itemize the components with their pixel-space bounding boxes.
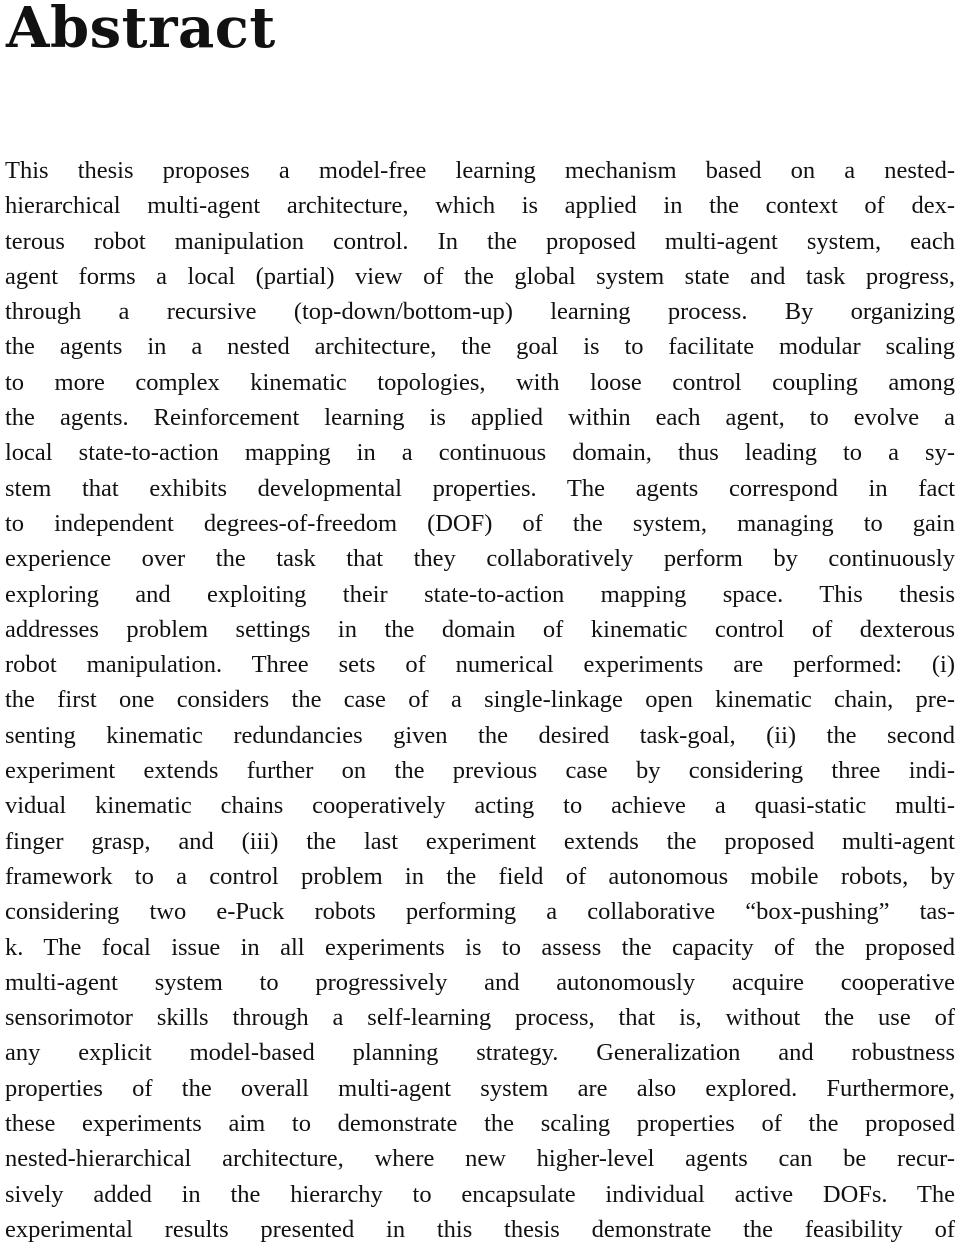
text-line: the agents. Reinforcement learning is applied within each agent, to evolve a bbox=[5, 404, 955, 432]
text-line: experience over the task that they collaboratively perform by continuously bbox=[5, 545, 955, 573]
text-line: exploring and exploiting their state-to-action mapping space. This thesis bbox=[5, 580, 955, 608]
text-line: finger grasp, and (iii) the last experiment extends the proposed multi-agent bbox=[5, 827, 955, 855]
text-line: k. The focal issue in all experiments is to assess the capacity of the proposed bbox=[5, 933, 955, 961]
text-line: senting kinematic redundancies given the desired task-goal, (ii) the second bbox=[5, 721, 955, 749]
text-line: experiment extends further on the previous case by considering three indi- bbox=[5, 757, 955, 785]
text-line: the first one considers the case of a single-linkage open kinematic chain, pre- bbox=[5, 686, 955, 714]
abstract-paragraph bbox=[5, 153, 955, 1247]
text-line: agent forms a local (partial) view of the global system state and task progress, bbox=[5, 262, 955, 290]
text-line: This thesis proposes a model-free learning mechanism based on a nested- bbox=[5, 157, 955, 184]
text-line: hierarchical multi-agent architecture, which is applied in the context of dex- bbox=[5, 192, 955, 220]
text-line: through a recursive (top-down/bottom-up) learning process. By organizing bbox=[5, 298, 955, 326]
text-line: any explicit model-based planning strategy. Generalization and robustness bbox=[5, 1039, 955, 1067]
text-line: to independent degrees-of-freedom (DOF) of the system, managing to gain bbox=[5, 509, 955, 537]
text-line: the agents in a nested architecture, the goal is to facilitate modular scaling bbox=[5, 333, 955, 361]
text-line: framework to a control problem in the field of autonomous mobile robots, by bbox=[5, 862, 955, 890]
text-line: properties of the overall multi-agent system are also explored. Furthermore, bbox=[5, 1074, 955, 1102]
text-line: local state-to-action mapping in a continuous domain, thus leading to a sy- bbox=[5, 439, 955, 467]
text-line: sively added in the hierarchy to encapsulate individual active DOFs. The bbox=[5, 1180, 955, 1208]
text-line: sensorimotor skills through a self-learning process, that is, without the use of bbox=[5, 1004, 955, 1032]
text-line: nested-hierarchical architecture, where new higher-level agents can be recur- bbox=[5, 1145, 955, 1173]
text-line: experimental results presented in this thesis demonstrate the feasibility of bbox=[5, 1215, 955, 1243]
text-line: robot manipulation. Three sets of numerical experiments are performed: (i) bbox=[5, 651, 955, 679]
text-line: to more complex kinematic topologies, with loose control coupling among bbox=[5, 368, 955, 396]
page-title: Abstract bbox=[6, 0, 276, 61]
text-line: vidual kinematic chains cooperatively acting to achieve a quasi-static multi- bbox=[5, 792, 955, 820]
text-line: terous robot manipulation control. In the proposed multi-agent system, each bbox=[5, 227, 955, 255]
text-line: stem that exhibits developmental properties. The agents correspond in fact bbox=[5, 474, 955, 502]
text-line: addresses problem settings in the domain of kinematic control of dexterous bbox=[5, 615, 955, 643]
text-line: multi-agent system to progressively and autonomously acquire cooperative bbox=[5, 968, 955, 996]
text-line: these experiments aim to demonstrate the scaling properties of the proposed bbox=[5, 1110, 955, 1138]
text-line: considering two e-Puck robots performing a collaborative “box-pushing” tas- bbox=[5, 898, 955, 926]
